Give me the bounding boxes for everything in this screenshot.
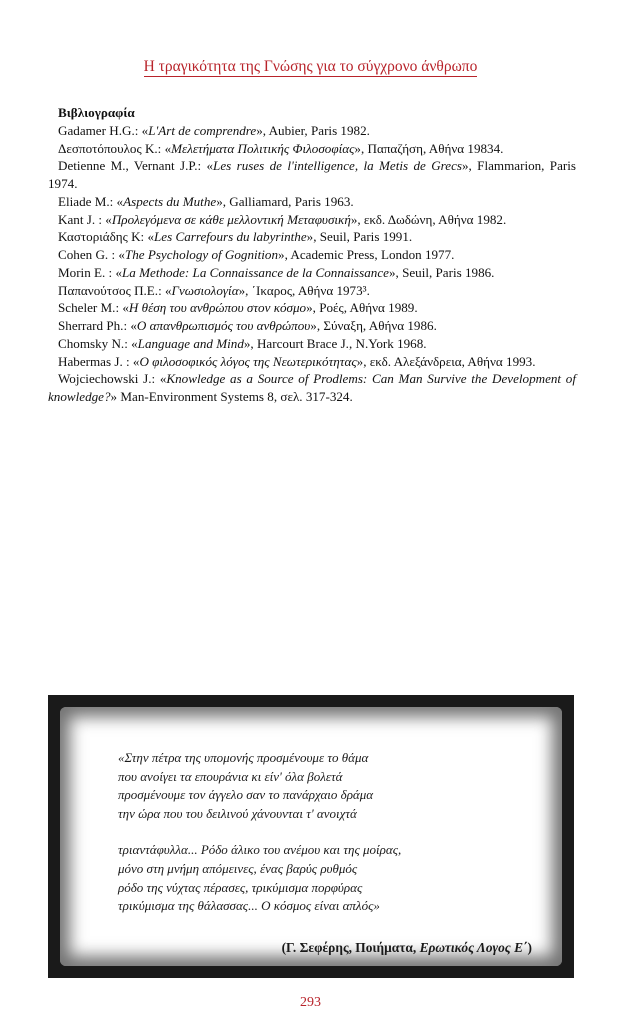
bibliography-entry [48, 299, 576, 317]
entry-author: Δεσποτόπουλος Κ.: « [58, 140, 172, 156]
entry-author: Kant J. : « [58, 211, 112, 227]
poem-line: μόνο στη μνήμη απόμεινες, ένας βαρύς ρυθμός [118, 860, 358, 876]
poem-line: τρικύμισμα της θάλασσας... Ο κόσμος είναι απλός» [118, 898, 380, 914]
entry-title: Προλεγόμενα σε κάθε μελλοντική Μεταφυσική [111, 211, 351, 227]
entry-title: Knowledge as a Source of Prodlems: Can Man Survive the Development of knowledge? [48, 371, 576, 404]
attribution-title: Ερωτικός Λογος Ε΄ [419, 940, 528, 955]
entry-title: Ο φιλοσοφικός λόγος της Νεωτερικότητας [139, 353, 357, 369]
bibliography-entry [48, 211, 576, 229]
bibliography-heading: Βιβλιογραφία [58, 105, 135, 120]
entry-author: Cohen G. : « [58, 247, 125, 262]
entry-author: Detienne M., Vernant J.P.: « [58, 158, 214, 174]
bibliography-entry [48, 264, 576, 282]
entry-author: Habermas J. : « [58, 353, 140, 369]
entry-publication: », Harcourt Brace J., N.York 1968. [243, 335, 427, 351]
page-number: 293 [300, 995, 321, 1010]
entry-publication: », Galliamard, Paris 1963. [216, 193, 354, 209]
poem-text [118, 749, 538, 934]
bibliography-entry [48, 193, 576, 211]
bibliography-entry [48, 282, 576, 300]
bibliography-entry [48, 246, 576, 264]
quote-panel [60, 707, 562, 966]
entry-title: Les Carrefours du labyrinthe [154, 229, 307, 245]
poem-line: τριαντάφυλλα... Ρόδο άλικο του ανέμου και της μοίρας, [118, 842, 402, 858]
poem-stanza-1 [118, 749, 538, 823]
bibliography-list [48, 122, 576, 406]
entry-publication: », ΄Ικαρος, Αθήνα 1973³. [238, 282, 370, 298]
bibliography-entry [48, 228, 576, 246]
entry-author: Eliade M.: « [58, 193, 124, 209]
bibliography-section [48, 104, 576, 406]
entry-author: Morin E. : « [58, 264, 123, 280]
entry-publication: », Aubier, Paris 1982. [256, 122, 370, 138]
bibliography-entry [48, 122, 576, 140]
bibliography-entry [48, 140, 576, 158]
bibliography-entry [48, 370, 576, 406]
entry-title: Aspects du Muthe [123, 193, 217, 209]
entry-author: Scheler M.: « [58, 300, 129, 316]
poem-stanza-2 [118, 841, 538, 915]
quote-frame [48, 695, 574, 978]
bibliography-entry [48, 335, 576, 353]
entry-publication: », Παπαζήση, Αθήνα 19834. [354, 140, 504, 156]
poem-line: προσμένουμε τον άγγελο σαν το πανάρχαιο δράμα [118, 787, 374, 803]
entry-title: Γνωσιολογία [171, 282, 239, 298]
entry-author: Παπανούτσος Π.Ε.: « [58, 282, 172, 298]
entry-title: Language and Mind [137, 335, 244, 351]
running-header [0, 58, 621, 76]
entry-publication: », Flammarion, Paris 1974. [48, 158, 576, 191]
entry-author: Sherrard Ph.: « [58, 318, 137, 333]
attribution-prefix: (Γ. Σεφέρης, Ποιήματα, [281, 940, 420, 955]
entry-publication: », Seuil, Paris 1986. [388, 264, 495, 280]
entry-title: L'Art de comprendre [148, 122, 257, 138]
entry-publication: », Seuil, Paris 1991. [306, 229, 413, 245]
entry-author: Gadamer H.G.: « [58, 122, 149, 138]
entry-title: Ο απανθρωπισμός του ανθρώπου [136, 318, 311, 333]
entry-author: Chomsky N.: « [58, 335, 138, 351]
entry-publication: », Σύναξη, Αθήνα 1986. [310, 318, 437, 333]
bibliography-entry [48, 353, 576, 371]
entry-publication: » Man-Environment Systems 8, σελ. 317-324. [110, 389, 353, 404]
entry-title: La Methode: La Connaissance de la Connaissance [122, 264, 389, 280]
poem-line: ρόδο της νύχτας πέρασες, τρικύμισμα πορφύρας [118, 879, 363, 895]
entry-author: Wojciechowski J.: « [58, 371, 167, 387]
entry-publication: », Ροές, Αθήνα 1989. [306, 300, 418, 316]
entry-title: Η θέση του ανθρώπου στον κόσμο [128, 300, 307, 316]
entry-publication: », Academic Press, London 1977. [278, 247, 455, 262]
entry-author: Καστοριάδης Κ: « [58, 229, 155, 245]
entry-title: Μελετήματα Πολιτικής Φιλοσοφίας [171, 140, 355, 156]
poem-attribution [282, 940, 532, 956]
entry-title: Les ruses de l'intelligence, la Metis de Grecs [213, 158, 462, 174]
poem-line: την ώρα που του δειλινού χάνουνται τ' ανοιχτά [118, 805, 357, 821]
poem-line: «Στην πέτρα της υπομονής προσμένουμε το θάμα [118, 750, 369, 765]
entry-publication: », εκδ. Δωδώνη, Αθήνα 1982. [350, 211, 507, 227]
bibliography-entry [48, 317, 576, 335]
header-title: Η τραγικότητα της Γνώσης για το σύγχρονο άνθρωπο [143, 58, 478, 75]
entry-publication: », εκδ. Αλεξάνδρεια, Αθήνα 1993. [356, 353, 536, 369]
attribution-suffix: ) [527, 940, 532, 955]
entry-title: The Psychology of Gognition [124, 247, 279, 262]
poem-line: που ανοίγει τα επουράνια κι είν' όλα βολετά [118, 768, 343, 784]
bibliography-entry [48, 157, 576, 193]
